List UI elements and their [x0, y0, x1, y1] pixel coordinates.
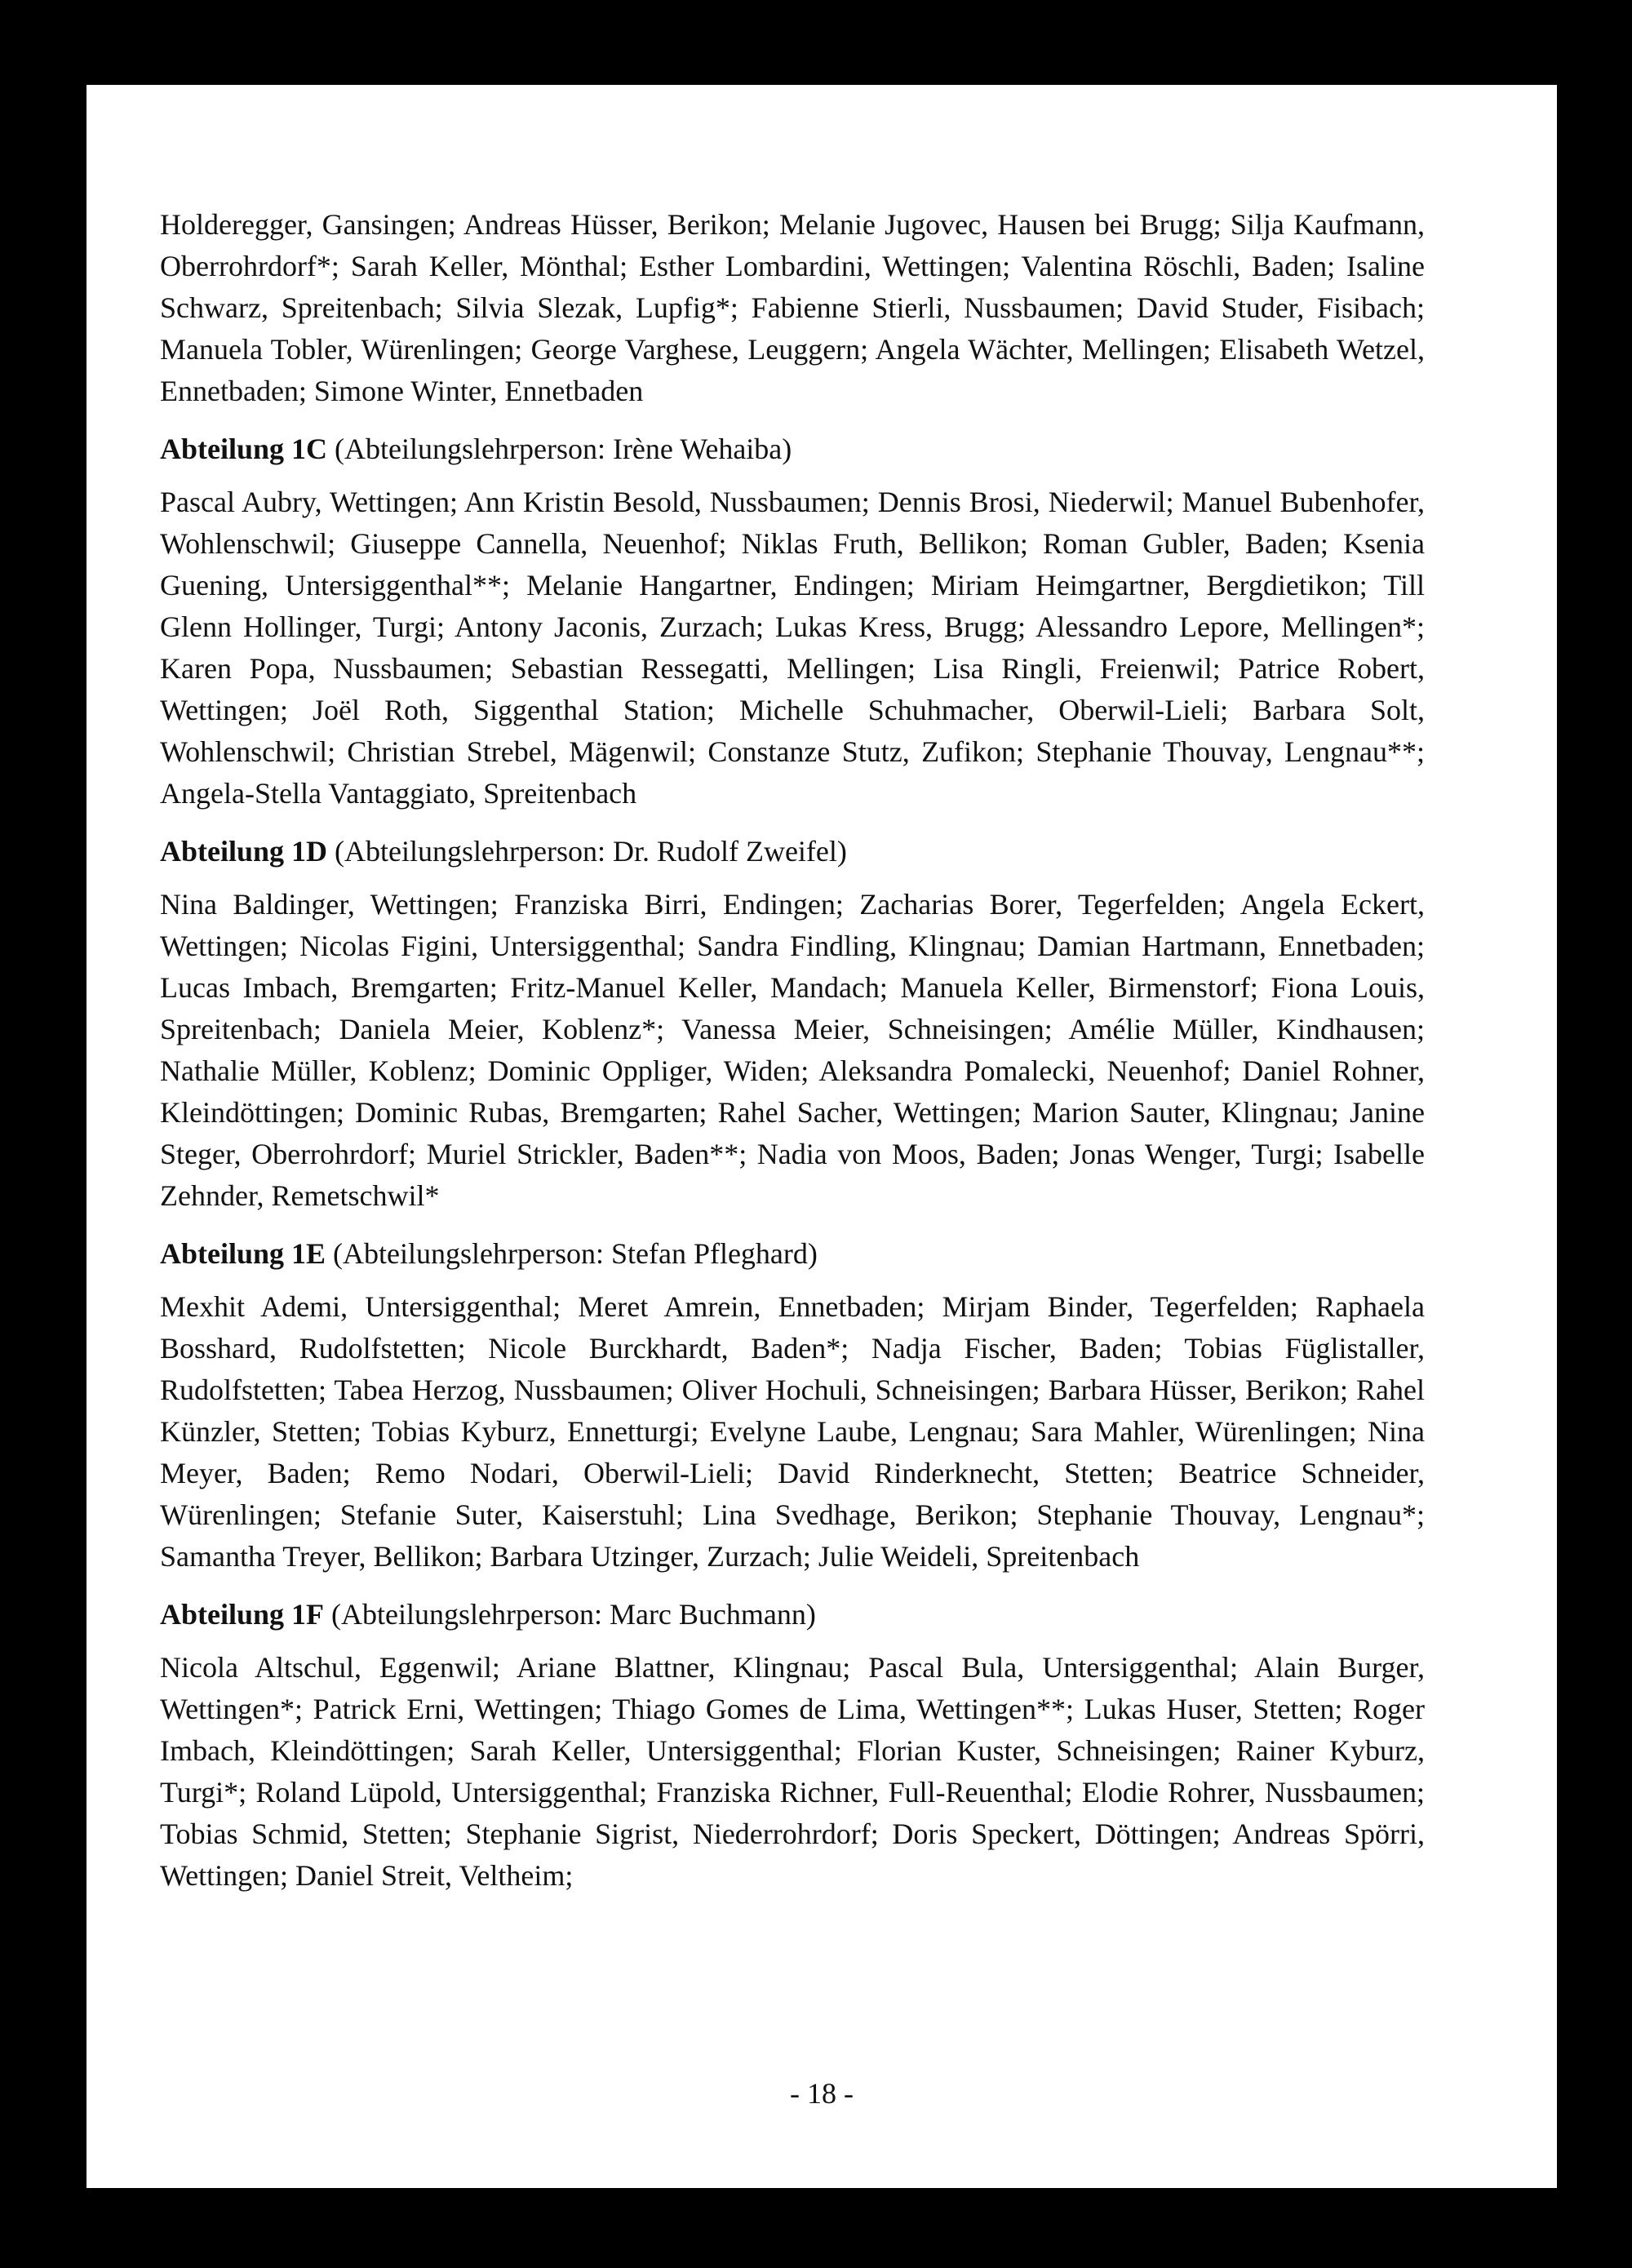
section-heading-1d — [160, 831, 1425, 872]
page-content — [160, 204, 1425, 1913]
section-teacher: (Abteilungslehrperson: Irène Wehaiba) — [335, 433, 792, 465]
section-heading-1e — [160, 1233, 1425, 1275]
section-students-1e: Mexhit Ademi, Untersiggenthal; Meret Amrein, Ennetbaden; Mirjam Binder, Tegerfelden; Raphaela Bosshard, Rudolfstetten; Nicole Burckhardt, Baden*; Nadja Fischer, Baden; Tobias Füglistaller, Rudolfstetten; Tabea Herzog, Nussbaumen; Oliver Hochuli, Schneisingen; Barbara Hüsser, Berikon; Rahel Künzler, Stetten; Tobias Kyburz, Ennetturgi; Evelyne Laube, Lengnau; Sara Mahler, Würenlingen; Nina Meyer, Baden; Remo Nodari, Oberwil-Lieli; David Rinderknecht, Stetten; Beatrice Schneider, Würenlingen; Stefanie Suter, Kaiserstuhl; Lina Svedhage, Berikon; Stephanie Thouvay, Lengnau*; Samantha Treyer, Bellikon; Barbara Utzinger, Zurzach; Julie Weideli, Spreitenbach — [160, 1290, 1425, 1573]
section-heading-1f — [160, 1594, 1425, 1636]
section-label: Abteilung 1D — [160, 835, 328, 868]
section-teacher: (Abteilungslehrperson: Dr. Rudolf Zweifel) — [335, 835, 847, 868]
section-students-1c: Pascal Aubry, Wettingen; Ann Kristin Besold, Nussbaumen; Dennis Brosi, Niederwil; Manuel Bubenhofer, Wohlenschwil; Giuseppe Cannella, Neuenhof; Niklas Fruth, Bellikon; Roman Gubler, Baden; Ksenia Guening, Untersiggenthal**; Melanie Hangartner, Endingen; Miriam Heimgartner, Bergdietikon; Till Glenn Hollinger, Turgi; Antony Jaconis, Zurzach; Lukas Kress, Brugg; Alessandro Lepore, Mellingen*; Karen Popa, Nussbaumen; Sebastian Ressegatti, Mellingen; Lisa Ringli, Freienwil; Patrice Robert, Wettingen; Joël Roth, Siggenthal Station; Michelle Schuhmacher, Oberwil-Lieli; Barbara Solt, Wohlenschwil; Christian Strebel, Mägenwil; Constanze Stutz, Zufikon; Stephanie Thouvay, Lengnau**; Angela-Stella Vantaggiato, Spreitenbach — [160, 486, 1425, 810]
intro-paragraph: Holderegger, Gansingen; Andreas Hüsser, Berikon; Melanie Jugovec, Hausen bei Brugg; Silja Kaufmann, Oberrohrdorf*; Sarah Keller, Mönthal; Esther Lombardini, Wettingen; Valentina Röschli, Baden; Isaline Schwarz, Spreitenbach; Silvia Slezak, Lupfig*; Fabienne Stierli, Nussbaumen; David Studer, Fisibach; Manuela Tobler, Würenlingen; George Varghese, Leuggern; Angela Wächter, Mellingen; Elisabeth Wetzel, Ennetbaden; Simone Winter, Ennetbaden — [160, 208, 1425, 407]
section-label: Abteilung 1E — [160, 1237, 326, 1270]
section-label: Abteilung 1C — [160, 433, 328, 465]
section-heading-1c — [160, 428, 1425, 470]
section-students-1d: Nina Baldinger, Wettingen; Franziska Birri, Endingen; Zacharias Borer, Tegerfelden; Angela Eckert, Wettingen; Nicolas Figini, Untersiggenthal; Sandra Findling, Klingnau; Damian Hartmann, Ennetbaden; Lucas Imbach, Bremgarten; Fritz-Manuel Keller, Mandach; Manuela Keller, Birmenstorf; Fiona Louis, Spreitenbach; Daniela Meier, Koblenz*; Vanessa Meier, Schneisingen; Amélie Müller, Kindhausen; Nathalie Müller, Koblenz; Dominic Oppliger, Widen; Aleksandra Pomalecki, Neuenhof; Daniel Rohner, Kleindöttingen; Dominic Rubas, Bremgarten; Rahel Sacher, Wettingen; Marion Sauter, Klingnau; Janine Steger, Oberrohrdorf; Muriel Strickler, Baden**; Nadia von Moos, Baden; Jonas Wenger, Turgi; Isabelle Zehnder, Remetschwil* — [160, 888, 1425, 1212]
section-teacher: (Abteilungslehrperson: Stefan Pfleghard) — [333, 1237, 818, 1270]
section-teacher: (Abteilungslehrperson: Marc Buchmann) — [331, 1598, 816, 1631]
section-students-1f: Nicola Altschul, Eggenwil; Ariane Blattner, Klingnau; Pascal Bula, Untersiggenthal; Alain Burger, Wettingen*; Patrick Erni, Wettingen; Thiago Gomes de Lima, Wettingen**; Lukas Huser, Stetten; Roger Imbach, Kleindöttingen; Sarah Keller, Untersiggenthal; Florian Kuster, Schneisingen; Rainer Kyburz, Turgi*; Roland Lüpold, Untersiggenthal; Franziska Richner, Full-Reuenthal; Elodie Rohrer, Nussbaumen; Tobias Schmid, Stetten; Stephanie Sigrist, Niederrohrdorf; Doris Speckert, Döttingen; Andreas Spörri, Wettingen; Daniel Streit, Veltheim; — [160, 1651, 1425, 1892]
page-number: - 18 - — [790, 2077, 854, 2110]
document-page — [86, 85, 1557, 2188]
section-label: Abteilung 1F — [160, 1598, 325, 1631]
